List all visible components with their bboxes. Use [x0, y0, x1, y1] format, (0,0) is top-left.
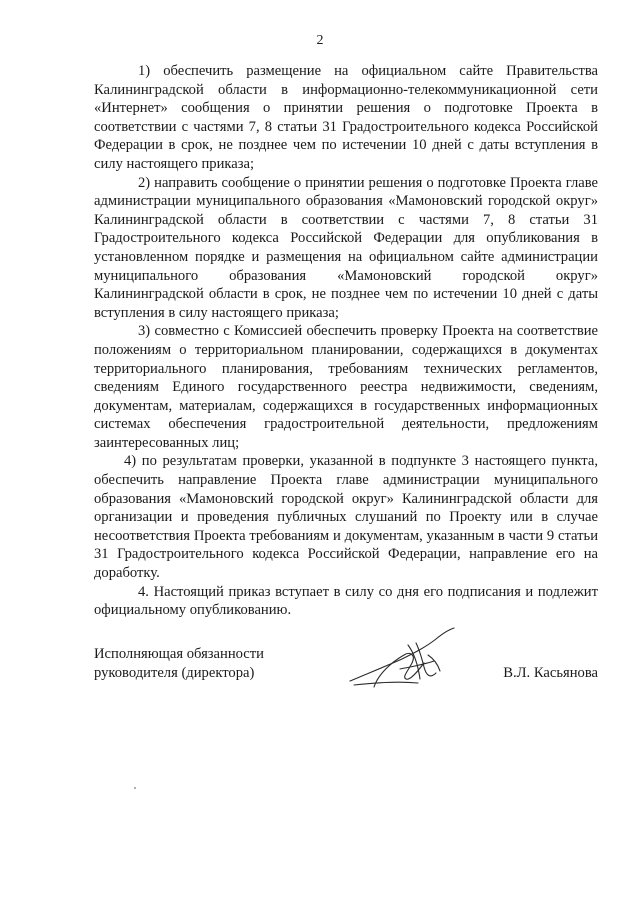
page-number: 2	[316, 33, 324, 48]
paragraph-item-4: 4) по результатам проверки, указанной в подпункте 3 настоящего пункта, обеспечить направление Проекта главе администрации муниципального образования «Мамоновский городской округ» Калининградской области для организации и проведения публичных слушаний по Проекту или в случае несоответствия Проекта требованиям и документам, указанным в части 9 статьи 31 Градостроительного кодекса Российской Федерации, направление его на доработку.	[94, 453, 598, 582]
signatory-title: Исполняющая обязанности руководителя (директора)	[94, 646, 264, 681]
signature-block	[94, 645, 598, 705]
paragraph-effective-date: 4. Настоящий приказ вступает в силу со дня его подписания и подлежит официальному опубликованию.	[94, 583, 598, 619]
paragraph-item-1: 1) обеспечить размещение на официальном сайте Правительства Калининградской области в информационно-телекоммуникационной сети «Интернет» сообщения о принятии решения о подготовке Проекта в соответствии с частями 7, 8 статьи 31 Градостроительного кодекса Российской Федерации в срок, не позднее чем по истечении 10 дней с даты вступления в силу настоящего приказа;	[94, 63, 598, 172]
signatory-name: В.Л. Касьянова	[503, 665, 598, 681]
paragraph-item-2: 2) направить сообщение о принятии решения о подготовке Проекта главе администрации муниципального образования «Мамоновский городской округ» Калининградской области в соответствии с частями 7, 8 статьи 31 Градостроительного кодекса Российской Федерации для опубликования в установленном порядке и размещения на официальном сайте администрации муниципального образования «Мамоновский городской округ» Калининградской области в срок, не позднее чем по истечении 10 дней с даты вступления в силу настоящего приказа;	[94, 174, 598, 321]
scan-speck	[134, 787, 136, 789]
paragraph-item-3: 3) совместно с Комиссией обеспечить проверку Проекта на соответствие положениям о территориальном планировании, содержащихся в документах территориального планирования, требованиям технических регламентов, сведениям Единого государственного реестра недвижимости, сведениям, документам, материалам, содержащихся в государственных информационных системах обеспечения градостроительной деятельности, предложениям заинтересованных лиц;	[94, 323, 598, 451]
document-body	[94, 62, 598, 620]
signature-icon	[344, 625, 464, 695]
